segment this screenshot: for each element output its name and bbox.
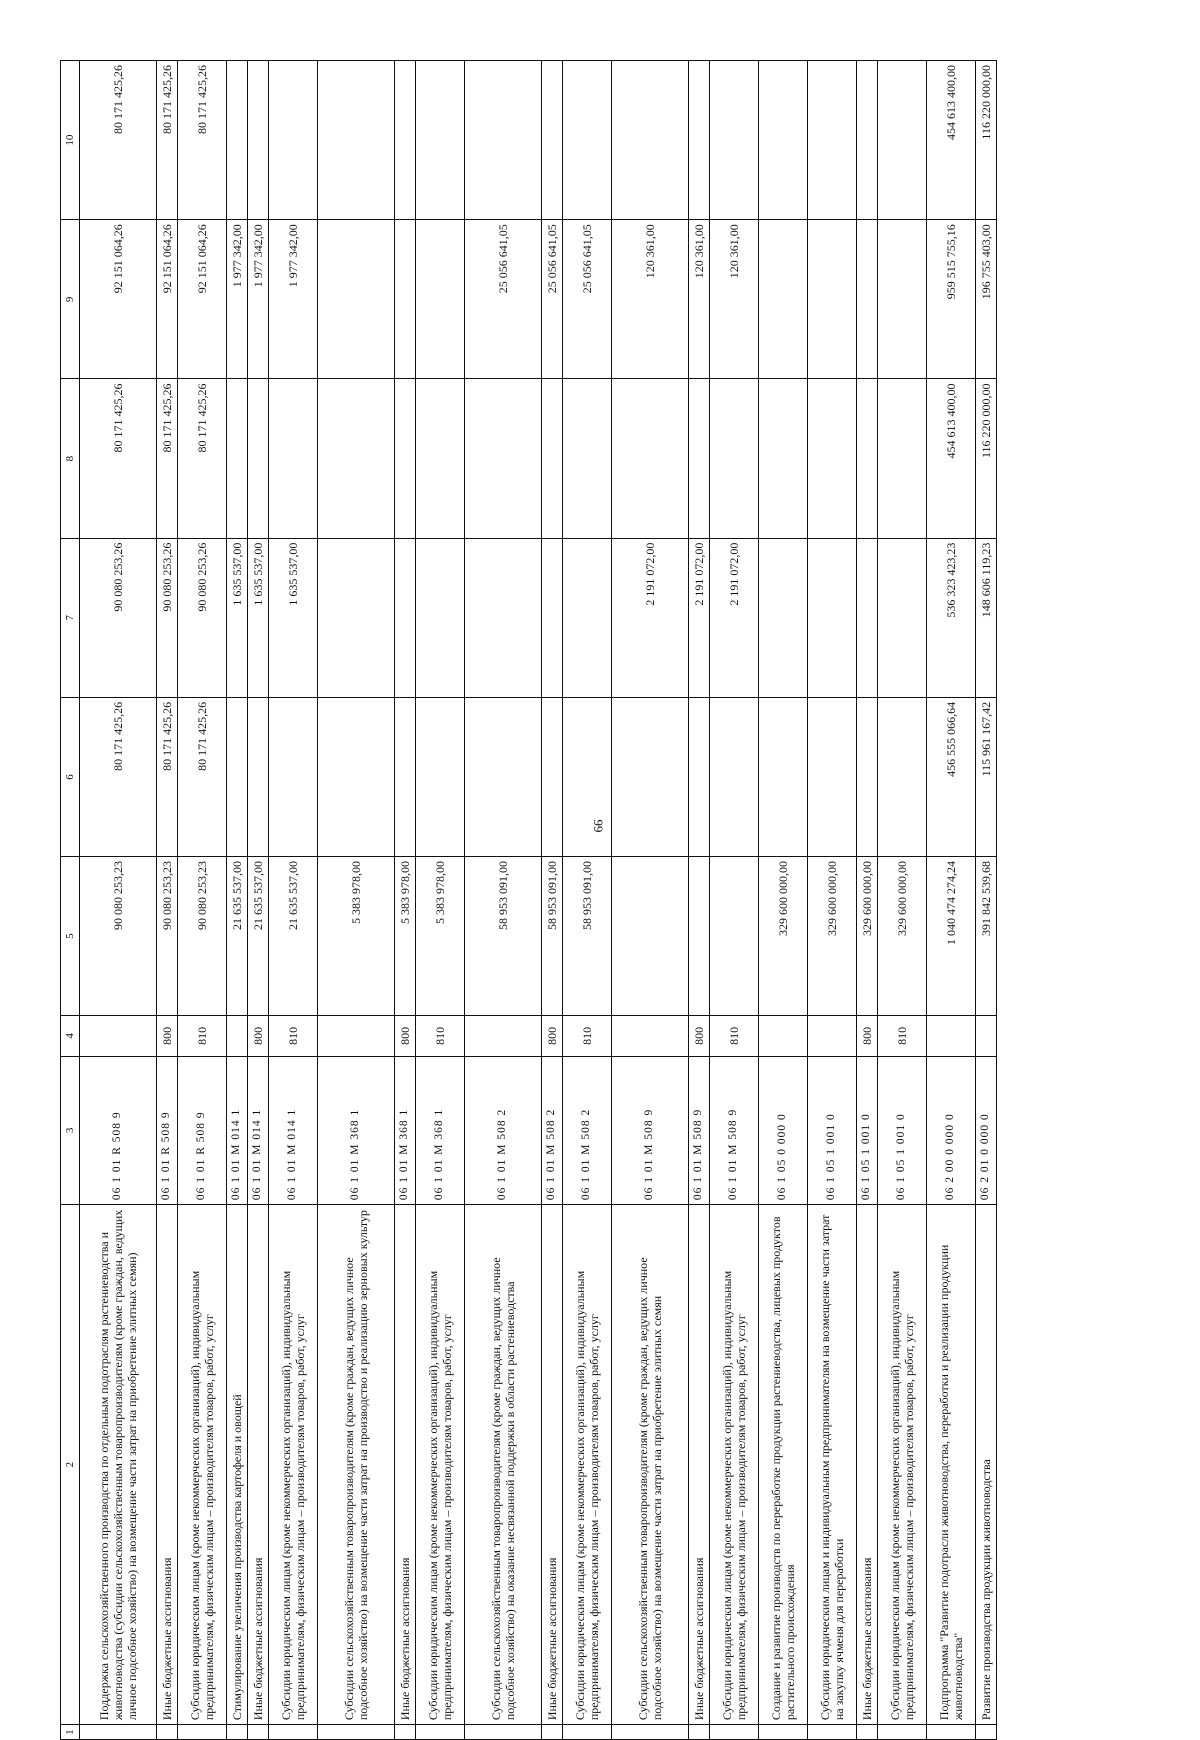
amount-cell-10 xyxy=(808,61,857,220)
amount-cell-10: 116 220 000,00 xyxy=(976,61,997,220)
amount-cell-6 xyxy=(227,697,248,856)
amount-cell-9: 120 361,00 xyxy=(710,220,759,379)
row-index-cell xyxy=(465,1725,542,1740)
table-row xyxy=(759,61,808,1740)
table-row xyxy=(465,61,542,1740)
target-code-cell: 06 1 01 R 508 9 xyxy=(80,1056,157,1205)
amount-cell-8 xyxy=(542,379,563,538)
expense-type-cell xyxy=(612,1016,689,1056)
amount-cell-9: 25 056 641,05 xyxy=(542,220,563,379)
table-row xyxy=(808,61,857,1740)
target-code-cell: 06 1 01 M 508 9 xyxy=(689,1056,710,1205)
amount-cell-8 xyxy=(563,379,612,538)
amount-cell-7 xyxy=(318,538,395,697)
target-code-cell: 06 1 01 M 368 1 xyxy=(318,1056,395,1205)
amount-cell-10 xyxy=(269,61,318,220)
target-code-cell: 06 2 01 0 000 0 xyxy=(976,1056,997,1205)
table-row xyxy=(318,61,395,1740)
column-header: 7 xyxy=(61,538,80,697)
amount-cell-8: 454 613 400,00 xyxy=(927,379,976,538)
amount-cell-10 xyxy=(465,61,542,220)
amount-cell-8 xyxy=(395,379,416,538)
expense-type-cell xyxy=(318,1016,395,1056)
amount-cell-7 xyxy=(563,538,612,697)
amount-cell-5: 58 953 091,00 xyxy=(465,857,542,1016)
page-number: 66 xyxy=(590,819,606,833)
amount-cell-6 xyxy=(878,697,927,856)
amount-cell-9: 1 977 342,00 xyxy=(227,220,248,379)
amount-cell-9: 120 361,00 xyxy=(612,220,689,379)
amount-cell-6 xyxy=(395,697,416,856)
expense-type-cell: 800 xyxy=(857,1016,878,1056)
amount-cell-8 xyxy=(808,379,857,538)
amount-cell-8: 116 220 000,00 xyxy=(976,379,997,538)
amount-cell-8 xyxy=(318,379,395,538)
column-header: 6 xyxy=(61,697,80,856)
amount-cell-10 xyxy=(759,61,808,220)
amount-cell-5: 329 600 000,00 xyxy=(878,857,927,1016)
column-header: 8 xyxy=(61,379,80,538)
target-code-cell: 06 1 01 R 508 9 xyxy=(157,1056,178,1205)
amount-cell-10 xyxy=(248,61,269,220)
row-index-cell xyxy=(857,1725,878,1740)
table-row xyxy=(80,61,157,1740)
target-code-cell: 06 1 05 1 001 0 xyxy=(808,1056,857,1205)
amount-cell-10: 80 171 425,26 xyxy=(157,61,178,220)
budget-table-container xyxy=(60,60,1140,1740)
amount-cell-10 xyxy=(318,61,395,220)
amount-cell-9: 25 056 641,05 xyxy=(563,220,612,379)
table-body xyxy=(80,61,997,1740)
amount-cell-5: 58 953 091,00 xyxy=(542,857,563,1016)
table-row xyxy=(563,61,612,1740)
amount-cell-7: 1 635 537,00 xyxy=(227,538,248,697)
budget-table xyxy=(60,60,997,1740)
table-row xyxy=(542,61,563,1740)
row-name-cell: Иные бюджетные ассигнования xyxy=(395,1205,416,1725)
amount-cell-8: 80 171 425,26 xyxy=(80,379,157,538)
row-name-cell: Субсидии сельскохозяйственным товаропроизводителям (кроме граждан, ведущих личное подсобное хозяйство) на оказание несвязанной поддержки в области растениеводства xyxy=(465,1205,542,1725)
row-name-cell: Субсидии юридическим лицам и индивидуальным предпринимателям на возмещение части затрат на закупку ячменя для переработки xyxy=(808,1205,857,1725)
amount-cell-6 xyxy=(857,697,878,856)
target-code-cell: 06 1 01 M 014 1 xyxy=(227,1056,248,1205)
amount-cell-8 xyxy=(878,379,927,538)
row-name-cell: Субсидии сельскохозяйственным товаропроизводителям (кроме граждан, ведущих личное подсобное хозяйство) на возмещение части затрат на производство и реализацию зерновых культур xyxy=(318,1205,395,1725)
row-index-cell xyxy=(808,1725,857,1740)
column-header: 9 xyxy=(61,220,80,379)
amount-cell-10 xyxy=(416,61,465,220)
column-header: 1 xyxy=(61,1725,80,1740)
amount-cell-6 xyxy=(269,697,318,856)
amount-cell-8 xyxy=(612,379,689,538)
amount-cell-9 xyxy=(416,220,465,379)
amount-cell-6 xyxy=(710,697,759,856)
amount-cell-6: 80 171 425,26 xyxy=(80,697,157,856)
table-row xyxy=(395,61,416,1740)
row-index-cell xyxy=(318,1725,395,1740)
amount-cell-6: 456 555 066,64 xyxy=(927,697,976,856)
amount-cell-7: 90 080 253,26 xyxy=(80,538,157,697)
amount-cell-6: 115 961 167,42 xyxy=(976,697,997,856)
table-row xyxy=(227,61,248,1740)
row-name-cell: Иные бюджетные ассигнования xyxy=(248,1205,269,1725)
row-index-cell xyxy=(612,1725,689,1740)
row-name-cell: Подпрограмма "Развитие подотрасли животноводства, переработки и реализации продукции животноводства" xyxy=(927,1205,976,1725)
amount-cell-8 xyxy=(248,379,269,538)
amount-cell-5: 391 842 539,68 xyxy=(976,857,997,1016)
amount-cell-6 xyxy=(542,697,563,856)
expense-type-cell: 800 xyxy=(689,1016,710,1056)
amount-cell-9 xyxy=(318,220,395,379)
expense-type-cell: 810 xyxy=(563,1016,612,1056)
amount-cell-10 xyxy=(857,61,878,220)
table-row xyxy=(976,61,997,1740)
expense-type-cell: 800 xyxy=(395,1016,416,1056)
amount-cell-10 xyxy=(612,61,689,220)
amount-cell-7 xyxy=(857,538,878,697)
amount-cell-7 xyxy=(542,538,563,697)
column-header: 4 xyxy=(61,1016,80,1056)
amount-cell-6 xyxy=(563,697,612,856)
amount-cell-8: 80 171 425,26 xyxy=(178,379,227,538)
row-index-cell xyxy=(976,1725,997,1740)
row-name-cell: Субсидии юридическим лицам (кроме некоммерческих организаций), индивидуальным предпринимателям, физическим лицам – производителям товаров, работ, услуг xyxy=(710,1205,759,1725)
amount-cell-9: 1 977 342,00 xyxy=(269,220,318,379)
amount-cell-7: 1 635 537,00 xyxy=(269,538,318,697)
row-index-cell xyxy=(759,1725,808,1740)
amount-cell-9: 959 515 755,16 xyxy=(927,220,976,379)
table-row xyxy=(612,61,689,1740)
amount-cell-7: 2 191 072,00 xyxy=(710,538,759,697)
expense-type-cell: 810 xyxy=(878,1016,927,1056)
target-code-cell: 06 1 01 M 508 2 xyxy=(542,1056,563,1205)
column-header: 5 xyxy=(61,857,80,1016)
amount-cell-7 xyxy=(808,538,857,697)
expense-type-cell xyxy=(759,1016,808,1056)
row-index-cell xyxy=(416,1725,465,1740)
table-row xyxy=(710,61,759,1740)
row-index-cell xyxy=(80,1725,157,1740)
expense-type-cell xyxy=(80,1016,157,1056)
amount-cell-7: 2 191 072,00 xyxy=(612,538,689,697)
amount-cell-9: 92 151 064,26 xyxy=(80,220,157,379)
row-index-cell xyxy=(227,1725,248,1740)
target-code-cell: 06 1 01 M 508 9 xyxy=(612,1056,689,1205)
column-header: 3 xyxy=(61,1056,80,1205)
target-code-cell: 06 2 00 0 000 0 xyxy=(927,1056,976,1205)
amount-cell-6 xyxy=(612,697,689,856)
amount-cell-7 xyxy=(395,538,416,697)
amount-cell-5: 329 600 000,00 xyxy=(857,857,878,1016)
amount-cell-10 xyxy=(563,61,612,220)
target-code-cell: 06 1 05 1 001 0 xyxy=(878,1056,927,1205)
row-index-cell xyxy=(563,1725,612,1740)
row-index-cell xyxy=(178,1725,227,1740)
table-row xyxy=(248,61,269,1740)
table-row xyxy=(157,61,178,1740)
column-header: 2 xyxy=(61,1205,80,1725)
amount-cell-5: 58 953 091,00 xyxy=(563,857,612,1016)
amount-cell-6: 80 171 425,26 xyxy=(178,697,227,856)
amount-cell-8 xyxy=(227,379,248,538)
amount-cell-10 xyxy=(542,61,563,220)
amount-cell-9 xyxy=(395,220,416,379)
row-name-cell: Стимулирование увеличения производства картофеля и овощей xyxy=(227,1205,248,1725)
amount-cell-6 xyxy=(248,697,269,856)
amount-cell-5: 5 383 978,00 xyxy=(395,857,416,1016)
target-code-cell: 06 1 01 R 508 9 xyxy=(178,1056,227,1205)
amount-cell-9: 92 151 064,26 xyxy=(157,220,178,379)
amount-cell-6 xyxy=(465,697,542,856)
target-code-cell: 06 1 01 M 014 1 xyxy=(248,1056,269,1205)
row-name-cell: Иные бюджетные ассигнования xyxy=(857,1205,878,1725)
column-number-row xyxy=(61,61,80,1740)
amount-cell-6 xyxy=(689,697,710,856)
amount-cell-7 xyxy=(465,538,542,697)
amount-cell-5: 1 040 474 274,24 xyxy=(927,857,976,1016)
amount-cell-7: 1 635 537,00 xyxy=(248,538,269,697)
target-code-cell: 06 1 01 M 508 9 xyxy=(710,1056,759,1205)
amount-cell-7: 90 080 253,26 xyxy=(157,538,178,697)
row-name-cell: Субсидии юридическим лицам (кроме некоммерческих организаций), индивидуальным предпринимателям, физическим лицам – производителям товаров, работ, услуг xyxy=(416,1205,465,1725)
table-row xyxy=(269,61,318,1740)
amount-cell-10: 80 171 425,26 xyxy=(80,61,157,220)
table-row xyxy=(927,61,976,1740)
row-index-cell xyxy=(710,1725,759,1740)
amount-cell-5 xyxy=(612,857,689,1016)
expense-type-cell xyxy=(465,1016,542,1056)
amount-cell-6 xyxy=(759,697,808,856)
amount-cell-9: 196 755 403,00 xyxy=(976,220,997,379)
amount-cell-9: 1 977 342,00 xyxy=(248,220,269,379)
amount-cell-5: 90 080 253,23 xyxy=(157,857,178,1016)
column-header: 10 xyxy=(61,61,80,220)
row-name-cell: Поддержка сельскохозяйственного производства по отдельным подотраслям растениеводства и животноводства (субсидии сельскохозяйственным товаропроизводителям (кроме граждан, ведущих личное подсобное хозяйство) на возмещение части затрат на приобретение элитных семян) xyxy=(80,1205,157,1725)
expense-type-cell xyxy=(927,1016,976,1056)
amount-cell-7 xyxy=(878,538,927,697)
row-index-cell xyxy=(248,1725,269,1740)
amount-cell-7: 148 606 119,23 xyxy=(976,538,997,697)
amount-cell-8 xyxy=(416,379,465,538)
amount-cell-5: 21 635 537,00 xyxy=(227,857,248,1016)
row-index-cell xyxy=(269,1725,318,1740)
target-code-cell: 06 1 01 M 014 1 xyxy=(269,1056,318,1205)
amount-cell-5 xyxy=(689,857,710,1016)
amount-cell-10 xyxy=(227,61,248,220)
amount-cell-7: 90 080 253,26 xyxy=(178,538,227,697)
target-code-cell: 06 1 05 1 001 0 xyxy=(857,1056,878,1205)
expense-type-cell xyxy=(808,1016,857,1056)
amount-cell-6: 80 171 425,26 xyxy=(157,697,178,856)
amount-cell-8 xyxy=(689,379,710,538)
expense-type-cell xyxy=(976,1016,997,1056)
amount-cell-9 xyxy=(808,220,857,379)
amount-cell-5: 329 600 000,00 xyxy=(808,857,857,1016)
expense-type-cell: 810 xyxy=(710,1016,759,1056)
amount-cell-8 xyxy=(857,379,878,538)
expense-type-cell: 800 xyxy=(248,1016,269,1056)
expense-type-cell: 800 xyxy=(157,1016,178,1056)
target-code-cell: 06 1 01 M 368 1 xyxy=(395,1056,416,1205)
amount-cell-7 xyxy=(416,538,465,697)
table-row xyxy=(416,61,465,1740)
row-name-cell: Субсидии юридическим лицам (кроме некоммерческих организаций), индивидуальным предпринимателям, физическим лицам – производителям товаров, работ, услуг xyxy=(178,1205,227,1725)
target-code-cell: 06 1 01 M 508 2 xyxy=(563,1056,612,1205)
amount-cell-8 xyxy=(759,379,808,538)
table-row xyxy=(689,61,710,1740)
row-name-cell: Иные бюджетные ассигнования xyxy=(157,1205,178,1725)
amount-cell-10: 80 171 425,26 xyxy=(178,61,227,220)
amount-cell-8 xyxy=(710,379,759,538)
expense-type-cell: 810 xyxy=(178,1016,227,1056)
target-code-cell: 06 1 05 0 000 0 xyxy=(759,1056,808,1205)
amount-cell-9: 92 151 064,26 xyxy=(178,220,227,379)
expense-type-cell: 810 xyxy=(269,1016,318,1056)
amount-cell-8: 80 171 425,26 xyxy=(157,379,178,538)
row-name-cell: Субсидии юридическим лицам (кроме некоммерческих организаций), индивидуальным предпринимателям, физическим лицам – производителям товаров, работ, услуг xyxy=(878,1205,927,1725)
amount-cell-8 xyxy=(269,379,318,538)
row-index-cell xyxy=(542,1725,563,1740)
amount-cell-10 xyxy=(395,61,416,220)
table-row xyxy=(178,61,227,1740)
row-index-cell xyxy=(157,1725,178,1740)
row-name-cell: Иные бюджетные ассигнования xyxy=(689,1205,710,1725)
amount-cell-9 xyxy=(857,220,878,379)
amount-cell-10 xyxy=(710,61,759,220)
row-index-cell xyxy=(395,1725,416,1740)
amount-cell-5: 329 600 000,00 xyxy=(759,857,808,1016)
row-index-cell xyxy=(927,1725,976,1740)
amount-cell-5 xyxy=(710,857,759,1016)
row-name-cell: Иные бюджетные ассигнования xyxy=(542,1205,563,1725)
amount-cell-5: 90 080 253,23 xyxy=(80,857,157,1016)
row-index-cell xyxy=(878,1725,927,1740)
amount-cell-7: 2 191 072,00 xyxy=(689,538,710,697)
amount-cell-6 xyxy=(808,697,857,856)
amount-cell-10: 454 613 400,00 xyxy=(927,61,976,220)
amount-cell-10 xyxy=(689,61,710,220)
row-name-cell: Создание и развитие производств по переработке продукции растениеводства, лицевых продуктов растительного происхождения xyxy=(759,1205,808,1725)
row-name-cell: Субсидии сельскохозяйственным товаропроизводителям (кроме граждан, ведущих личное подсобное хозяйство) на возмещение части затрат на приобретение элитных семян xyxy=(612,1205,689,1725)
table-row xyxy=(857,61,878,1740)
expense-type-cell: 800 xyxy=(542,1016,563,1056)
expense-type-cell xyxy=(227,1016,248,1056)
row-name-cell: Развитие производства продукции животноводства xyxy=(976,1205,997,1725)
amount-cell-5: 5 383 978,00 xyxy=(318,857,395,1016)
amount-cell-5: 21 635 537,00 xyxy=(248,857,269,1016)
amount-cell-5: 5 383 978,00 xyxy=(416,857,465,1016)
amount-cell-9: 25 056 641,05 xyxy=(465,220,542,379)
target-code-cell: 06 1 01 M 368 1 xyxy=(416,1056,465,1205)
row-name-cell: Субсидии юридическим лицам (кроме некоммерческих организаций), индивидуальным предпринимателям, физическим лицам – производителям товаров, работ, услуг xyxy=(563,1205,612,1725)
amount-cell-6 xyxy=(416,697,465,856)
table-row xyxy=(878,61,927,1740)
target-code-cell: 06 1 01 M 508 2 xyxy=(465,1056,542,1205)
amount-cell-5: 90 080 253,23 xyxy=(178,857,227,1016)
row-name-cell: Субсидии юридическим лицам (кроме некоммерческих организаций), индивидуальным предпринимателям, физическим лицам – производителям товаров, работ, услуг xyxy=(269,1205,318,1725)
amount-cell-6 xyxy=(318,697,395,856)
row-index-cell xyxy=(689,1725,710,1740)
amount-cell-9 xyxy=(759,220,808,379)
amount-cell-10 xyxy=(878,61,927,220)
expense-type-cell: 810 xyxy=(416,1016,465,1056)
amount-cell-9: 120 361,00 xyxy=(689,220,710,379)
amount-cell-5: 21 635 537,00 xyxy=(269,857,318,1016)
amount-cell-7: 536 323 423,23 xyxy=(927,538,976,697)
amount-cell-7 xyxy=(759,538,808,697)
amount-cell-8 xyxy=(465,379,542,538)
amount-cell-9 xyxy=(878,220,927,379)
